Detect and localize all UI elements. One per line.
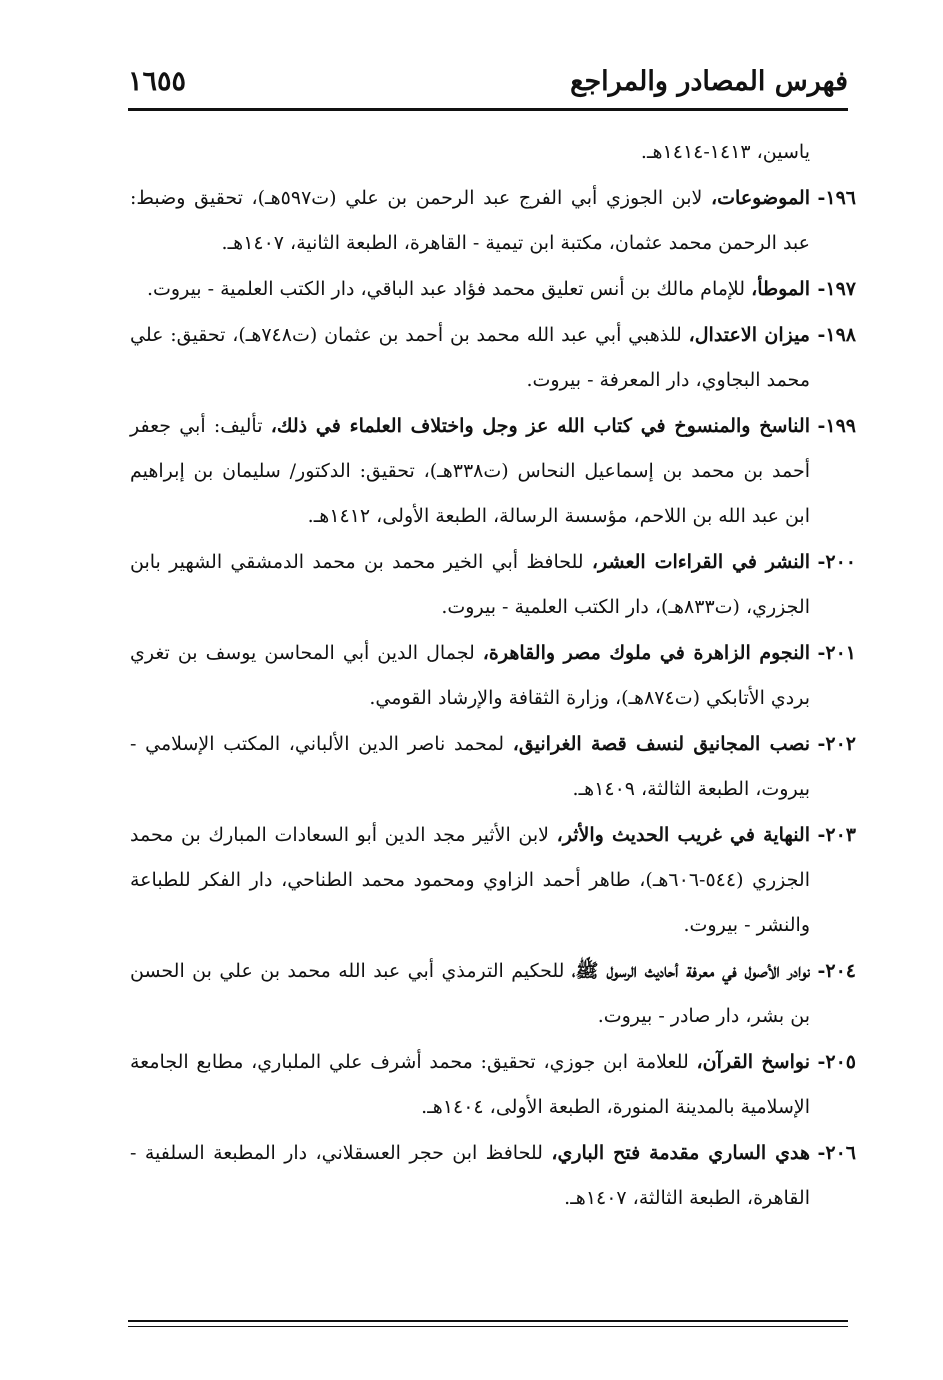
entry-number: ٢٠٥- xyxy=(817,1051,856,1073)
entry-details: للحكيم الترمذي أبي عبد الله محمد بن علي بن الحسن بن بشر، دار صادر - بيروت. xyxy=(130,960,810,1027)
entry-details: لجمال الدين أبي المحاسن يوسف بن تغري بردي الأتابكي (ت٨٧٤هـ)، وزارة الثقافة والإرشاد القومي. xyxy=(130,642,810,709)
entry-details: لابن الجوزي أبي الفرج عبد الرحمن بن علي (ت٥٩٧هـ)، تحقيق وضبط: عبد الرحمن محمد عثمان، مكتبة ابن تيمية - القاهرة، الطبعة الثانية، ١٤٠٧هـ. xyxy=(130,187,810,254)
entry-title: هدي الساري مقدمة فتح الباري، xyxy=(551,1142,810,1164)
entry-title: النهاية في غريب الحديث والأثر، xyxy=(556,824,810,846)
entry-number: ١٩٩- xyxy=(817,415,856,437)
bibliography-entry xyxy=(130,1131,856,1221)
entry-title: نوادر الأصول في معرفة أحاديث الرسول ﷺ، xyxy=(571,960,810,982)
entry-title: النشر في القراءات العشر، xyxy=(591,551,811,573)
page-number: ١٦٥٥ xyxy=(128,66,187,97)
entry-details: تأليف: أبي جعفر أحمد بن محمد بن إسماعيل النحاس (ت٣٣٨هـ)، تحقيق: الدكتور/ سليمان بن إبراهيم ابن عبد الله بن اللاحم، مؤسسة الرسالة، الطبعة الأولى، ١٤١٢هـ. xyxy=(130,415,810,527)
entry-number: ٢٠٤- xyxy=(817,960,856,982)
entry-number: ٢٠١- xyxy=(817,642,856,664)
entry-details: للإمام مالك بن أنس تعليق محمد فؤاد عبد الباقي، دار الكتب العلمية - بيروت. xyxy=(146,278,752,300)
entry-title: ميزان الاعتدال، xyxy=(688,324,810,346)
bibliography-entry xyxy=(130,313,856,403)
page-header xyxy=(128,62,848,106)
continued-entry-line: ياسين، ١٤١٣-١٤١٤هـ. xyxy=(640,141,810,163)
entry-number: ٢٠٦- xyxy=(817,1142,856,1164)
entry-details: لابن الأثير مجد الدين أبو السعادات المبارك بن محمد الجزري (٥٤٤-٦٠٦هـ)، طاهر أحمد الزاوي ومحمود محمد الطناحي، دار الفكر للطباعة والنشر - بيروت. xyxy=(130,824,810,936)
entry-number: ٢٠٣- xyxy=(817,824,856,846)
entry-details: للذهبي أبي عبد الله محمد بن أحمد بن عثمان (ت٧٤٨هـ)، تحقيق: علي محمد البجاوي، دار المعرفة - بيروت. xyxy=(130,324,810,391)
entry-number: ١٩٧- xyxy=(817,278,856,300)
entry-details: للعلامة ابن جوزي، تحقيق: محمد أشرف علي الملباري، مطابع الجامعة الإسلامية بالمدينة المنورة، الطبعة الأولى، ١٤٠٤هـ. xyxy=(130,1051,810,1118)
entry-title: الموضوعات، xyxy=(711,187,810,209)
entry-details: لمحمد ناصر الدين الألباني، المكتب الإسلامي - بيروت، الطبعة الثالثة، ١٤٠٩هـ. xyxy=(130,733,810,800)
entry-details: للحافظ ابن حجر العسقلاني، دار المطبعة السلفية - القاهرة، الطبعة الثالثة، ١٤٠٧هـ. xyxy=(130,1142,810,1209)
entry-title: الناسخ والمنسوخ في كتاب الله عز وجل واختلاف العلماء في ذلك، xyxy=(270,415,810,437)
entry-number: ٢٠٢- xyxy=(817,733,856,755)
entry-number: ٢٠٠- xyxy=(817,551,856,573)
entry-title: نواسخ القرآن، xyxy=(696,1051,810,1073)
bibliography-entry xyxy=(130,813,856,948)
entry-details: للحافظ أبي الخير محمد بن محمد الدمشقي الشهير بابن الجزري، (ت٨٣٣هـ)، دار الكتب العلمية - بيروت. xyxy=(130,551,810,618)
bibliography-entry xyxy=(130,949,856,1039)
entry-number: ١٩٦- xyxy=(817,187,856,209)
bibliography-entry xyxy=(130,176,856,266)
bibliography-list xyxy=(130,130,856,1222)
entry-title: نصب المجانيق لنسف قصة الغرانيق، xyxy=(512,733,810,755)
footer-rule-thin xyxy=(128,1326,848,1327)
bibliography-entry xyxy=(130,722,856,812)
entry-title: النجوم الزاهرة في ملوك مصر والقاهرة، xyxy=(482,642,810,664)
entry-title: الموطأ، xyxy=(751,278,810,300)
bibliography-entry xyxy=(130,267,856,312)
running-header-title: فهرس المصادر والمراجع xyxy=(570,66,848,97)
entry-number: ١٩٨- xyxy=(817,324,856,346)
header-rule xyxy=(128,108,848,111)
bibliography-entry xyxy=(130,404,856,539)
bibliography-entry xyxy=(130,631,856,721)
bibliography-entry xyxy=(130,1040,856,1130)
footer-rule xyxy=(128,1320,848,1322)
bibliography-entry xyxy=(130,540,856,630)
